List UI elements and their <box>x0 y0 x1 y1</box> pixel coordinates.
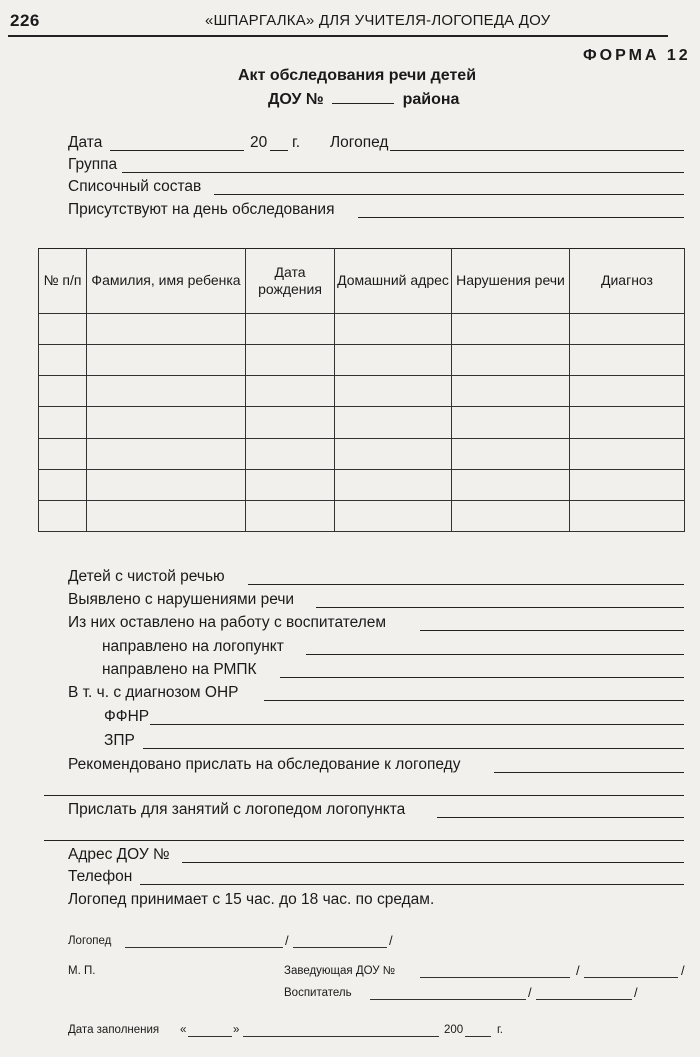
teacher-label: Воспитатель <box>284 987 352 999</box>
table-cell[interactable] <box>39 376 87 407</box>
table-row <box>39 345 685 376</box>
col-header-name: Фамилия, имя ребенка <box>87 249 246 314</box>
col-header-birthdate: Дата рождения <box>246 249 335 314</box>
col-header-address: Домашний адрес <box>335 249 452 314</box>
group-blank[interactable] <box>122 172 684 173</box>
with-disorders-blank[interactable] <box>316 607 684 608</box>
table-cell[interactable] <box>570 500 685 531</box>
table-cell[interactable] <box>570 407 685 438</box>
roster-label: Списочный состав <box>68 178 202 195</box>
running-title: «ШПАРГАЛКА» ДЛЯ УЧИТЕЛЯ-ЛОГОПЕДА ДОУ <box>205 12 551 29</box>
table-cell[interactable] <box>39 345 87 376</box>
fill-date-day-blank[interactable] <box>188 1036 232 1037</box>
table-cell[interactable] <box>452 438 570 469</box>
sign-speech-therapist-label: Логопед <box>68 935 112 947</box>
table-cell[interactable] <box>452 376 570 407</box>
table-cell[interactable] <box>335 500 452 531</box>
table-cell[interactable] <box>452 407 570 438</box>
table-cell[interactable] <box>39 500 87 531</box>
table-cell[interactable] <box>246 469 335 500</box>
dou-number-blank[interactable] <box>332 103 394 104</box>
table-row <box>39 469 685 500</box>
table-cell[interactable] <box>570 376 685 407</box>
present-label: Присутствуют на день обследования <box>68 201 335 218</box>
table-cell[interactable] <box>570 314 685 345</box>
to-logopunkt-label: направлено на логопункт <box>102 638 284 655</box>
table-header-row <box>39 249 685 314</box>
form-title: Акт обследования речи детей <box>238 67 477 84</box>
recommended-blank[interactable] <box>494 772 684 773</box>
table-row <box>39 438 685 469</box>
table-cell[interactable] <box>335 345 452 376</box>
table-cell[interactable] <box>452 314 570 345</box>
header-divider <box>8 35 668 37</box>
fill-date-year-suffix: г. <box>497 1024 503 1036</box>
survey-table <box>38 248 685 532</box>
slash: / <box>528 985 532 1000</box>
table-cell[interactable] <box>246 438 335 469</box>
sign-speech-therapist-name-blank[interactable] <box>293 947 387 948</box>
ffnr-blank[interactable] <box>150 724 684 725</box>
year-blank[interactable] <box>270 150 288 151</box>
table-cell[interactable] <box>335 314 452 345</box>
table-cell[interactable] <box>452 345 570 376</box>
table-cell[interactable] <box>570 438 685 469</box>
to-rmpk-blank[interactable] <box>280 677 684 678</box>
send-classes-blank-2[interactable] <box>44 840 684 841</box>
roster-blank[interactable] <box>214 194 684 195</box>
head-name-blank[interactable] <box>584 977 678 978</box>
teacher-name-blank[interactable] <box>536 999 632 1000</box>
speech-therapist-label: Логопед <box>330 134 389 151</box>
fill-date-year-blank[interactable] <box>465 1036 491 1037</box>
slash: / <box>285 933 289 948</box>
table-cell[interactable] <box>246 345 335 376</box>
to-logopunkt-blank[interactable] <box>306 654 684 655</box>
stamp-label: М. П. <box>68 965 96 977</box>
clean-speech-label: Детей с чистой речью <box>68 568 225 585</box>
fill-date-close-quote: » <box>233 1024 240 1036</box>
left-with-teacher-label: Из них оставлено на работу с воспитателем <box>68 614 387 631</box>
form-label <box>583 47 691 65</box>
year-prefix: 20 <box>250 134 268 151</box>
table-cell[interactable] <box>87 500 246 531</box>
group-label: Группа <box>68 156 118 173</box>
address-label: Адрес ДОУ № <box>68 846 170 863</box>
table-cell[interactable] <box>39 438 87 469</box>
table-cell[interactable] <box>335 438 452 469</box>
clean-speech-blank[interactable] <box>248 584 684 585</box>
reception-hours: Логопед принимает с 15 час. до 18 час. по средам. <box>68 891 435 908</box>
table-cell[interactable] <box>246 407 335 438</box>
address-blank[interactable] <box>182 862 684 863</box>
table-cell[interactable] <box>246 314 335 345</box>
head-blank[interactable] <box>420 977 570 978</box>
slash: / <box>634 985 638 1000</box>
form-label-text: ФОРМА <box>583 47 660 64</box>
table-cell[interactable] <box>452 500 570 531</box>
onr-blank[interactable] <box>264 700 684 701</box>
table-cell[interactable] <box>87 314 246 345</box>
table-row <box>39 314 685 345</box>
year-suffix: г. <box>292 134 301 151</box>
fill-date-open-quote: « <box>180 1024 187 1036</box>
dou-number-label: ДОУ № <box>268 91 324 108</box>
col-header-number: № п/п <box>39 249 87 314</box>
sign-speech-therapist-blank[interactable] <box>125 947 283 948</box>
table-cell[interactable] <box>452 469 570 500</box>
table-cell[interactable] <box>335 376 452 407</box>
to-rmpk-label: направлено на РМПК <box>102 661 257 678</box>
ffnr-label: ФФНР <box>104 708 150 725</box>
slash: / <box>576 963 580 978</box>
phone-blank[interactable] <box>140 884 684 885</box>
table-row <box>39 376 685 407</box>
recommended-blank-2[interactable] <box>44 795 684 796</box>
table-cell[interactable] <box>87 407 246 438</box>
left-with-teacher-blank[interactable] <box>420 630 684 631</box>
table-cell[interactable] <box>87 438 246 469</box>
send-classes-label: Прислать для занятий с логопедом логопункта <box>68 801 406 818</box>
page-number: 226 <box>10 11 40 30</box>
head-label: Заведующая ДОУ № <box>284 965 396 977</box>
table-cell[interactable] <box>39 314 87 345</box>
speech-therapist-blank[interactable] <box>390 150 684 151</box>
zpr-label: ЗПР <box>104 732 135 749</box>
teacher-blank[interactable] <box>370 999 526 1000</box>
table-cell[interactable] <box>570 469 685 500</box>
table-cell[interactable] <box>246 376 335 407</box>
col-header-disorders: Нарушения речи <box>452 249 570 314</box>
slash: / <box>681 963 685 978</box>
table-cell[interactable] <box>87 345 246 376</box>
onr-label: В т. ч. с диагнозом ОНР <box>68 684 239 701</box>
fill-date-year: 200 <box>444 1024 464 1036</box>
send-classes-blank[interactable] <box>437 817 684 818</box>
fill-date-month-blank[interactable] <box>243 1036 439 1037</box>
recommended-label: Рекомендовано прислать на обследование к логопеду <box>68 756 461 773</box>
table-cell[interactable] <box>87 376 246 407</box>
with-disorders-label: Выявлено с нарушениями речи <box>68 591 295 608</box>
table-cell[interactable] <box>39 469 87 500</box>
table-cell[interactable] <box>87 469 246 500</box>
date-blank[interactable] <box>110 150 244 151</box>
table-cell[interactable] <box>39 407 87 438</box>
fill-date-label: Дата заполнения <box>68 1024 160 1036</box>
date-label: Дата <box>68 134 103 151</box>
slash: / <box>389 933 393 948</box>
zpr-blank[interactable] <box>143 748 684 749</box>
phone-label: Телефон <box>68 868 133 885</box>
form-number: 12 <box>666 47 691 64</box>
present-blank[interactable] <box>358 217 684 218</box>
form-subtitle <box>268 91 459 109</box>
table-row <box>39 407 685 438</box>
district-label: района <box>402 91 460 108</box>
table-cell[interactable] <box>570 345 685 376</box>
col-header-diagnosis: Диагноз <box>570 249 685 314</box>
table-cell[interactable] <box>335 469 452 500</box>
table-row <box>39 500 685 531</box>
table-cell[interactable] <box>246 500 335 531</box>
table-cell[interactable] <box>335 407 452 438</box>
